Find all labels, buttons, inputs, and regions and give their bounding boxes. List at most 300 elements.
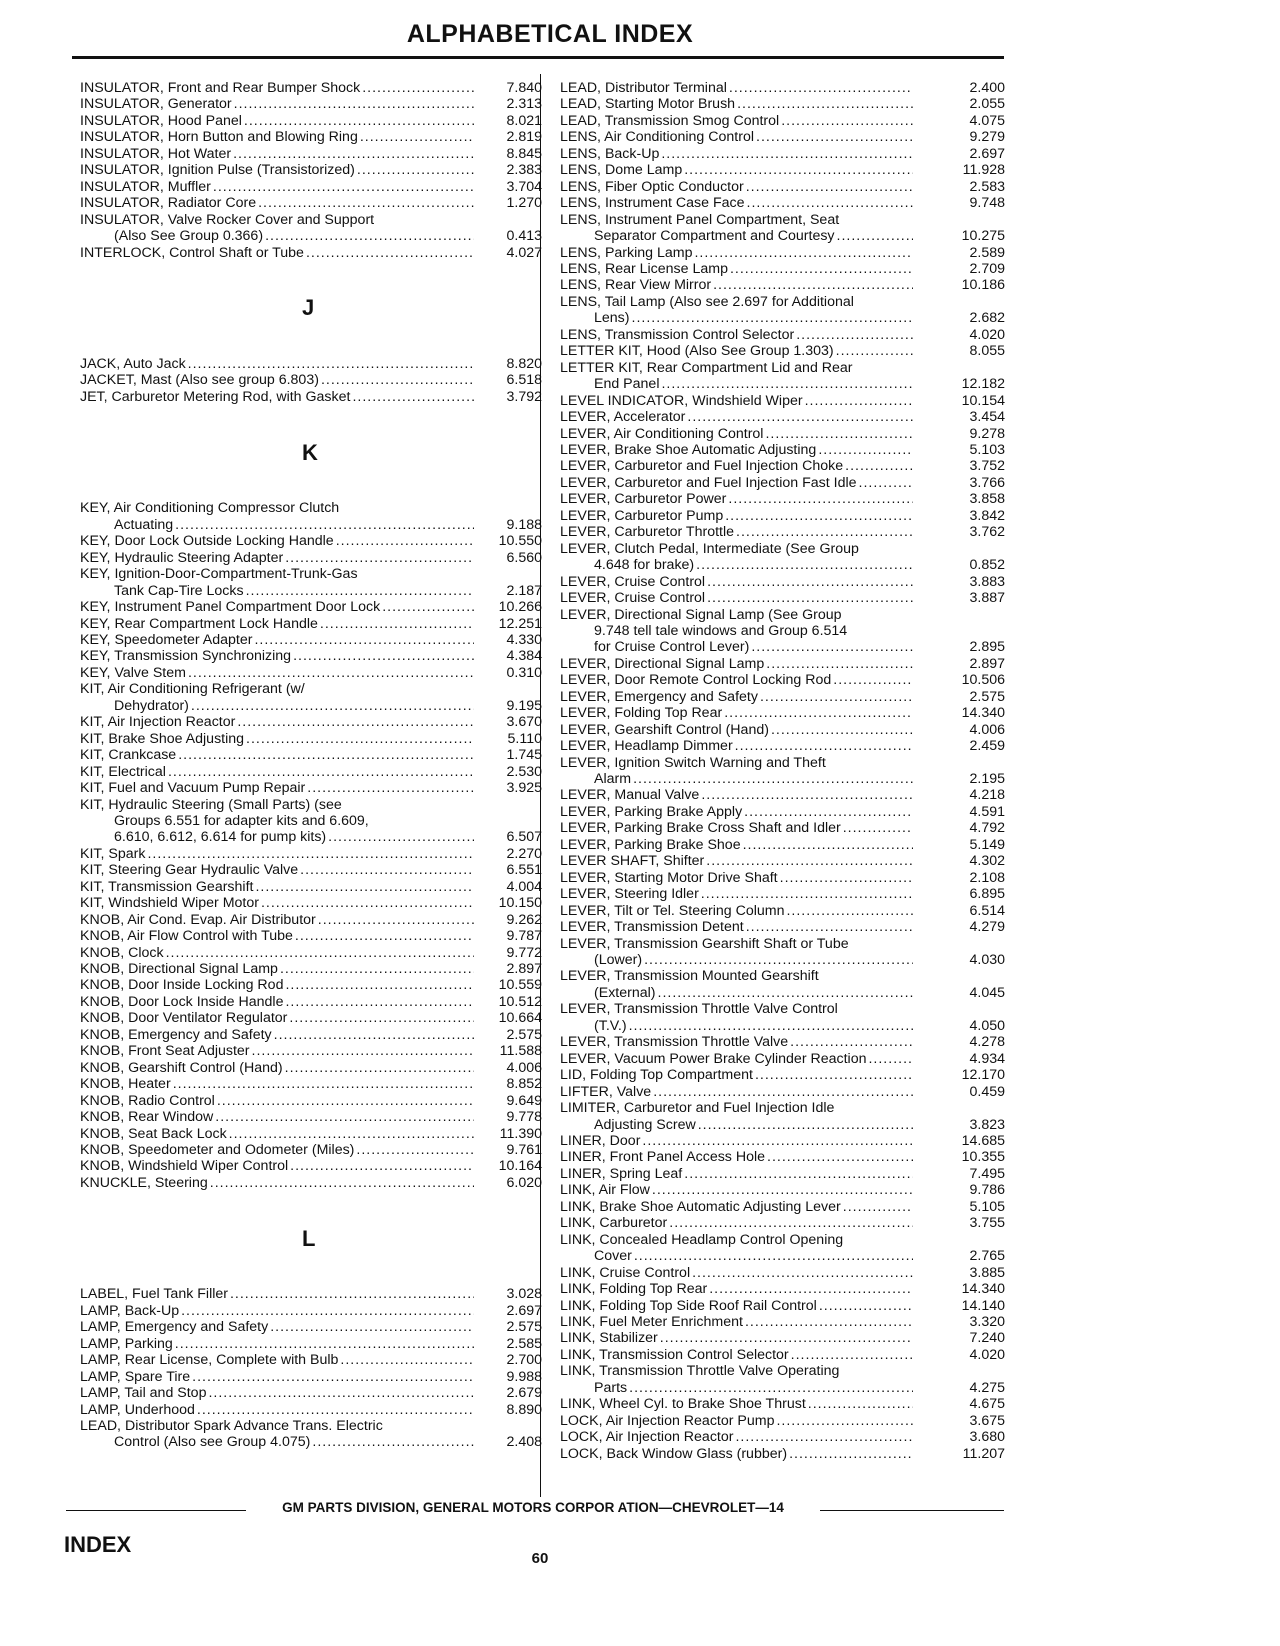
dot-leader [340,1352,474,1368]
index-entry [80,928,542,944]
group-number: 2.585 [506,1335,542,1352]
section-letter: K [302,439,318,465]
entry-text: for Cruise Control Lever) [594,639,750,656]
entry-text: INSULATOR, Horn Button and Blowing Ring [80,129,358,146]
entry-text: LENS, Dome Lamp [560,162,683,179]
dot-leader [632,310,914,326]
entry-text: LEAD, Transmission Smog Control [560,112,780,129]
index-entry [560,936,1005,969]
index-entry [560,1166,1005,1182]
dot-leader [743,837,913,853]
entry-text: KNOB, Windshield Wiper Control [80,1158,289,1175]
group-number: 2.383 [506,162,542,179]
index-entry [80,862,542,878]
dot-leader [166,945,474,961]
group-number: 8.845 [506,145,542,162]
entry-text: INSULATOR, Front and Rear Bumper Shock [80,80,361,96]
group-number: 6.518 [506,372,542,389]
group-number: 0.310 [506,664,542,681]
index-entry [80,1027,542,1043]
index-entry [80,846,542,862]
entry-text: LEVER, Parking Brake Apply [560,803,743,820]
dot-leader [746,179,913,195]
entry-text: INSULATOR, Generator [80,96,232,113]
entry-text: KEY, Speedometer Adapter [80,631,253,648]
group-number: 9.279 [969,129,1005,146]
group-number: 6.551 [506,862,542,879]
group-number: 10.150 [498,895,542,912]
entry-text: LID, Folding Top Compartment [560,1067,753,1084]
entry-text: LEVER, Transmission Gearshift Shaft or Tube [560,935,849,952]
section-letter: J [302,295,315,321]
group-number: 7.240 [969,1330,1005,1347]
entry-text: KNOB, Air Flow Control with Tube [80,928,293,945]
group-number: 1.745 [506,747,542,764]
entry-text: KIT, Steering Gear Hydraulic Valve [80,862,299,879]
group-number: 8.055 [969,343,1005,360]
dot-leader [293,648,474,664]
group-number: 4.330 [506,631,542,648]
index-entry [80,372,542,388]
index-entry [560,722,1005,738]
entry-text: LEVER, Carburetor Pump [560,507,724,524]
entry-text: KNOB, Emergency and Safety [80,1026,272,1043]
entry-text: Actuating [114,516,174,533]
group-number: 4.675 [969,1396,1005,1413]
dot-leader [713,277,913,293]
group-number: 2.270 [506,845,542,862]
index-entry [80,1010,542,1026]
entry-text: KEY, Air Conditioning Compressor Clutch [80,500,340,517]
index-entry [80,681,542,714]
dot-leader [188,665,474,681]
group-number: 9.786 [969,1182,1005,1199]
footer-publisher: GM PARTS DIVISION, GENERAL MOTORS CORPOR ATION—CHEVROLET—14 [282,1500,784,1515]
index-entry [80,550,542,566]
index-entry [560,1429,1005,1445]
entry-text: KNOB, Seat Back Lock [80,1125,227,1142]
group-number: 12.170 [961,1067,1005,1084]
entry-text: KEY, Transmission Synchronizing [80,648,292,665]
group-number: 2.408 [506,1434,542,1451]
entry-text: LEVER, Transmission Detent [560,919,744,936]
index-entry [560,508,1005,524]
index-entry [80,389,542,405]
dot-leader [244,113,474,129]
group-number: 10.664 [498,1010,542,1027]
entry-text: LINK, Wheel Cyl. to Brake Shoe Thrust [560,1396,806,1413]
index-entry [80,96,542,112]
group-number: 2.530 [506,763,542,780]
entry-text: KNOB, Door Ventilator Regulator [80,1010,288,1027]
entry-text: KIT, Brake Shoe Adjusting [80,730,245,747]
group-number: 3.752 [969,458,1005,475]
entry-text: KNOB, Speedometer and Odometer (Miles) [80,1142,355,1159]
group-number: 4.591 [969,803,1005,820]
group-number: 10.266 [498,599,542,616]
index-entry [560,607,1005,656]
index-entry [80,500,542,533]
dot-leader [735,738,913,754]
entry-text: LEAD, Distributor Spark Advance Trans. Electric [80,1418,383,1434]
dot-leader [217,1093,474,1109]
group-number: 2.682 [969,310,1005,327]
index-entry [80,977,542,993]
entry-text: (External) [594,984,656,1001]
dot-leader [724,705,913,721]
dot-leader [669,1215,913,1231]
group-number: 2.700 [506,1352,542,1369]
group-number: 4.218 [969,787,1005,804]
entry-text: 6.610, 6.612, 6.614 for pump kits) [114,829,327,846]
entry-text: LEVER, Carburetor and Fuel Injection Fast Idle [560,474,857,491]
group-number: 3.704 [506,178,542,195]
entry-text: LINK, Stabilizer [560,1330,658,1347]
group-number: 3.680 [969,1429,1005,1446]
group-number: 4.027 [506,244,542,261]
dot-leader [658,985,914,1001]
index-entry [80,1385,542,1401]
group-number: 9.988 [506,1368,542,1385]
group-number: 2.195 [969,771,1005,788]
group-number: 9.778 [506,1109,542,1126]
index-entry [560,1446,1005,1462]
dot-leader [290,1158,474,1174]
index-entry [80,1043,542,1059]
dot-leader [781,113,913,129]
index-entry [80,1369,542,1385]
dot-leader [707,590,913,606]
entry-text: KIT, Hydraulic Steering (Small Parts) (see [80,796,342,813]
group-number: 9.748 [969,195,1005,212]
group-number: 4.384 [506,648,542,665]
dot-leader [237,714,474,730]
index-entry [560,1001,1005,1034]
group-number: 2.459 [969,738,1005,755]
dot-leader [868,1051,913,1067]
entry-text: LEVER, Carburetor and Fuel Injection Choke [560,458,844,475]
entry-text: LINER, Door [560,1133,641,1149]
index-entry [560,261,1005,277]
index-entry [560,80,1005,96]
dot-leader [709,1281,913,1297]
entry-text: LIMITER, Carburetor and Fuel Injection Idle [560,1100,835,1117]
group-number: 2.697 [506,1302,542,1319]
dot-leader [796,327,913,343]
index-entry [560,277,1005,293]
group-number: 2.575 [506,1026,542,1043]
entry-text: LENS, Back-Up [560,145,660,162]
index-entry [560,1084,1005,1100]
index-entry [560,1265,1005,1281]
index-entry [80,961,542,977]
dot-leader [737,96,913,112]
index-entry [80,129,542,145]
index-entry [560,1100,1005,1133]
entry-text: LENS, Rear License Lamp [560,260,728,277]
index-entry [80,1126,542,1142]
dot-leader [208,1385,474,1401]
entry-text: LEVER, Steering Idler [560,886,699,903]
dot-leader [730,261,913,277]
dot-leader [684,162,913,178]
dot-leader [270,1319,474,1335]
group-number: 4.275 [969,1379,1005,1396]
group-number: 2.897 [969,655,1005,672]
group-number: 3.675 [969,1412,1005,1429]
index-entry [80,146,542,162]
dot-leader [746,919,913,935]
entry-text: KEY, Valve Stem [80,664,186,681]
section-letter: L [302,1225,316,1251]
dot-leader [859,475,913,491]
entry-text: LEVER, Transmission Throttle Valve [560,1034,789,1051]
entry-text: LEVER SHAFT, Shifter [560,853,705,870]
dot-leader [178,747,474,763]
entry-text: Dehydrator) [114,697,189,714]
dot-leader [629,1018,913,1034]
index-entry [80,356,542,372]
group-number: 4.020 [969,326,1005,343]
index-entry [560,738,1005,754]
dot-leader [246,583,474,599]
index-entry [560,146,1005,162]
group-number: 3.762 [969,524,1005,541]
index-entry [560,755,1005,788]
index-entry [80,1303,542,1319]
entry-text: LAMP, Parking [80,1335,173,1352]
entry-text: LENS, Instrument Case Face [560,195,745,212]
entry-text: LEVER, Clutch Pedal, Intermediate (See Group [560,540,859,557]
dot-leader [694,245,913,261]
index-entry [560,1215,1005,1231]
entry-text: LEVER, Carburetor Throttle [560,524,735,541]
group-number: 3.883 [969,573,1005,590]
group-number: 0.413 [506,228,542,245]
index-entry [560,1330,1005,1346]
index-entry [560,1133,1005,1149]
group-number: 8.820 [506,355,542,372]
entry-text: KNOB, Gearshift Control (Hand) [80,1059,283,1076]
entry-text: Groups 6.551 for adapter kits and 6.609, [114,812,369,829]
dot-leader [173,1076,474,1092]
group-number: 9.787 [506,928,542,945]
entry-text: LEVER, Ignition Switch Warning and Theft [560,754,826,771]
index-entry [560,327,1005,343]
group-number: 14.340 [961,1281,1005,1298]
index-entry [560,179,1005,195]
group-number: 9.649 [506,1092,542,1109]
index-entry [560,1281,1005,1297]
dot-leader [766,656,913,672]
dot-leader [634,1248,913,1264]
entry-text: KEY, Instrument Panel Compartment Door Lock [80,599,381,616]
entry-text: INSULATOR, Hot Water [80,145,232,162]
group-number: 12.251 [498,615,542,632]
index-entry [560,162,1005,178]
group-number: 3.885 [969,1264,1005,1281]
entry-text: KNOB, Door Inside Locking Rod [80,977,284,994]
dot-leader [360,129,474,145]
index-entry [560,458,1005,474]
dot-leader [833,672,913,688]
dot-leader [736,524,913,540]
index-entry [80,1352,542,1368]
entry-text: LEVER, Parking Brake Cross Shaft and Idler [560,820,841,837]
index-entry [80,879,542,895]
index-entry [560,1314,1005,1330]
group-number: 3.670 [506,714,542,731]
dot-leader [328,829,474,845]
entry-text: KNOB, Heater [80,1076,171,1093]
group-number: 4.792 [969,820,1005,837]
group-number: 11.588 [499,1043,542,1060]
index-entry [80,616,542,632]
index-entry [560,195,1005,211]
entry-text: LAMP, Back-Up [80,1302,180,1319]
group-number: 9.761 [506,1142,542,1159]
group-number: 5.103 [969,441,1005,458]
entry-text: Control (Also see Group 4.075) [114,1434,311,1451]
entry-text: LEVER, Door Remote Control Locking Rod [560,672,832,689]
group-number: 3.755 [969,1215,1005,1232]
dot-leader [735,1429,913,1445]
dot-leader [265,228,474,244]
index-entry [560,672,1005,688]
entry-text: 4.648 for brake) [594,557,695,574]
entry-text: LOCK, Air Injection Reactor Pump [560,1412,775,1429]
entry-text: Adjusting Screw [594,1116,696,1133]
entry-text: LEVER, Parking Brake Shoe [560,836,741,853]
group-number: 4.302 [969,853,1005,870]
dot-leader [306,245,474,261]
group-number: 6.020 [506,1174,542,1191]
group-number: 4.030 [969,952,1005,969]
index-entry [80,780,542,796]
group-number: 10.164 [498,1158,542,1175]
dot-leader [780,870,913,886]
group-number: 7.495 [969,1165,1005,1182]
dot-leader [747,195,913,211]
entry-text: KIT, Windshield Wiper Motor [80,895,259,912]
entry-text: JACK, Auto Jack [80,355,186,372]
group-number: 4.020 [969,1346,1005,1363]
group-number: 3.858 [969,491,1005,508]
entry-text: LEVER, Transmission Throttle Valve Control [560,1001,838,1018]
index-entry [80,1109,542,1125]
group-number: 4.278 [969,1034,1005,1051]
group-number: 9.262 [506,911,542,928]
group-number: 1.270 [506,195,542,212]
group-number: 10.154 [961,392,1005,409]
dot-leader [258,195,474,211]
entry-text: KEY, Door Lock Outside Locking Handle [80,533,334,550]
entry-text: 9.748 tell tale windows and Group 6.514 [594,622,848,639]
entry-text: KNUCKLE, Steering [80,1174,208,1191]
dot-leader [771,722,913,738]
entry-text: (Lower) [594,952,643,969]
entry-text: KIT, Fuel and Vacuum Pump Repair [80,780,306,797]
dot-leader [168,764,474,780]
entry-text: LENS, Fiber Optic Conductor [560,178,744,195]
dot-leader [755,1067,913,1083]
entry-text: LAMP, Underhood [80,1401,195,1418]
dot-leader [791,1347,913,1363]
entry-text: LEVER, Emergency and Safety [560,688,758,705]
dot-leader [336,533,474,549]
group-number: 2.575 [969,688,1005,705]
index-entry [80,1286,542,1302]
entry-text: LEVER, Carburetor Power [560,491,727,508]
dot-leader [255,879,474,895]
group-number: 5.149 [969,836,1005,853]
group-number: 2.187 [506,582,542,599]
entry-text: KNOB, Door Lock Inside Handle [80,993,284,1010]
dot-leader [837,228,913,244]
group-number: 8.852 [506,1076,542,1093]
group-number: 3.823 [969,1116,1005,1133]
index-entry [560,574,1005,590]
entry-text: KIT, Electrical [80,763,166,780]
dot-leader [760,689,913,705]
index-entry [80,1402,542,1418]
dot-leader [756,129,913,145]
index-entry [80,665,542,681]
group-number: 2.819 [506,129,542,146]
dot-leader [357,162,474,178]
group-number: 2.697 [969,145,1005,162]
index-entry [560,409,1005,425]
entry-text: KIT, Air Injection Reactor [80,714,236,731]
entry-text: LEAD, Starting Motor Brush [560,96,736,113]
entry-text: End Panel [594,376,660,393]
entry-text: Separator Compartment and Courtesy [594,228,835,245]
group-number: 3.792 [506,388,542,405]
group-number: 0.852 [969,557,1005,574]
dot-leader [175,517,474,533]
index-entry [560,393,1005,409]
index-entry [560,294,1005,327]
dot-leader [843,820,913,836]
index-entry [560,129,1005,145]
group-number: 10.506 [961,672,1005,689]
entry-text: LEVER, Accelerator [560,409,686,426]
group-number: 2.765 [969,1248,1005,1265]
entry-text: KEY, Ignition-Door-Compartment-Trunk-Gas [80,566,358,583]
index-entry [560,1149,1005,1165]
dot-leader [776,1413,913,1429]
entry-text: LOCK, Air Injection Reactor [560,1429,734,1446]
dot-leader [629,1380,913,1396]
group-number: 10.512 [498,993,542,1010]
dot-leader [252,1043,474,1059]
entry-text: LIFTER, Valve [560,1083,652,1100]
index-entry [560,212,1005,245]
dot-leader [147,846,474,862]
group-number: 4.006 [506,1059,542,1076]
entry-text: KIT, Air Conditioning Refrigerant (w/ [80,681,305,698]
right-index-column [560,80,1005,1462]
group-number: 3.028 [506,1286,542,1303]
group-number: 4.279 [969,919,1005,936]
entry-text: INTERLOCK, Control Shaft or Tube [80,244,304,261]
entry-text: LAMP, Tail and Stop [80,1385,207,1402]
dot-leader [725,508,913,524]
entry-text: KEY, Rear Compartment Lock Handle [80,615,318,632]
entry-text: INSULATOR, Hood Panel [80,112,242,129]
group-number: 8.890 [506,1401,542,1418]
entry-text: Alarm [594,771,632,788]
